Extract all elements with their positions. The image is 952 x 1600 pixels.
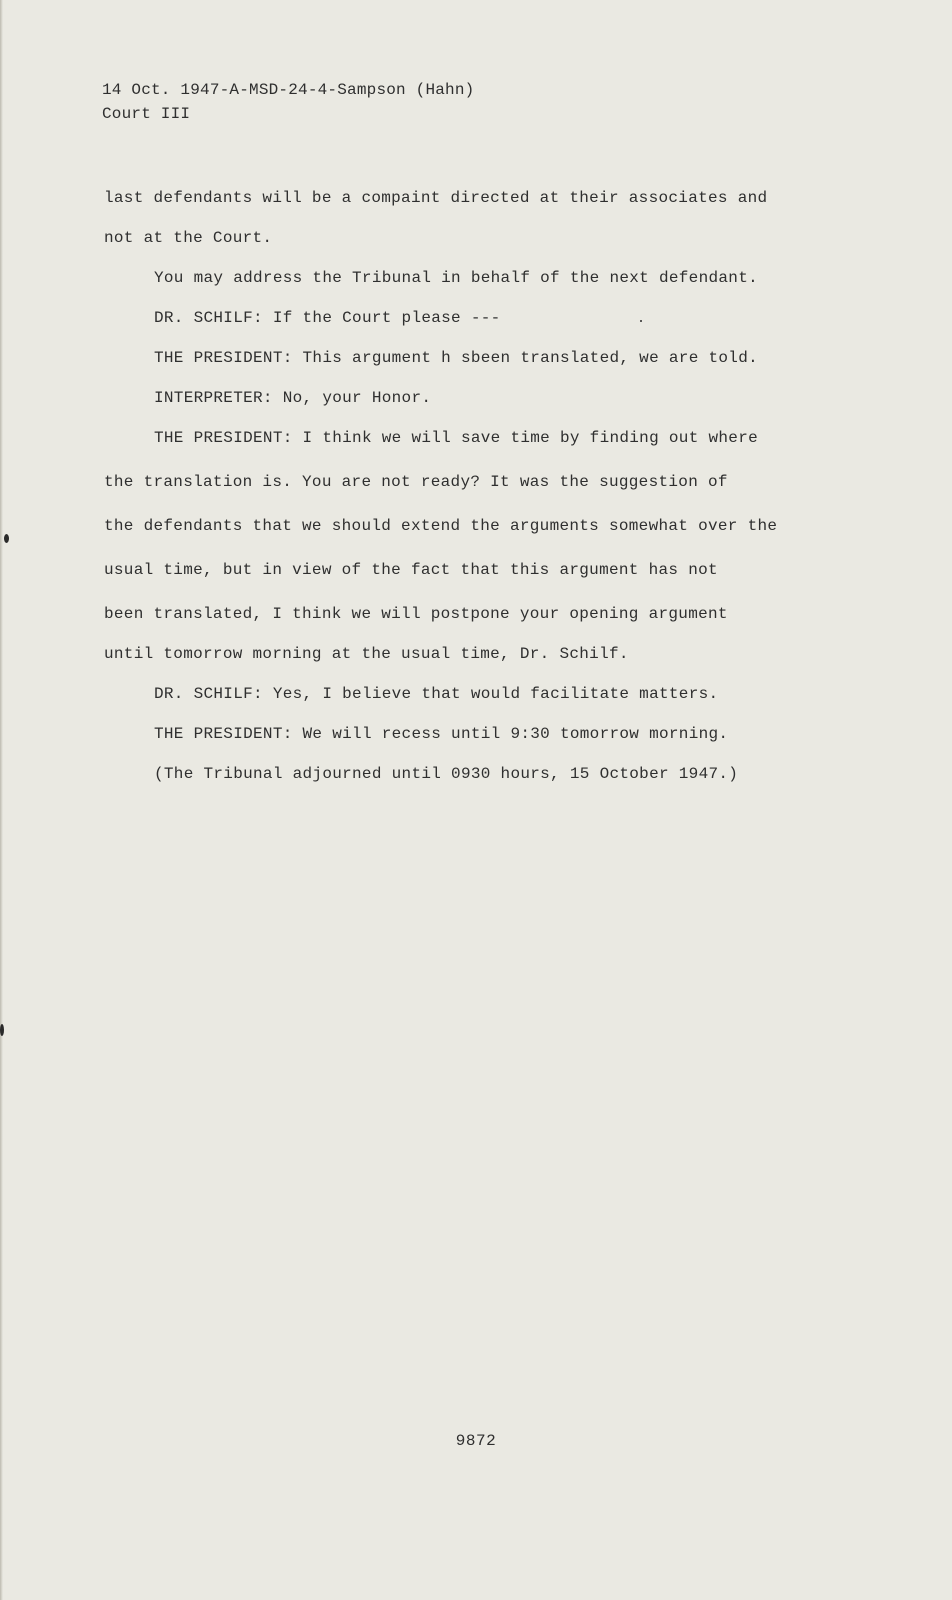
transcript-speech [104,416,804,460]
paper-speck [4,534,9,543]
speech-text: I think we will save time by finding out where [302,429,759,447]
speaker-label: INTERPRETER: [154,389,273,407]
header-reference-line: 14 Oct. 1947-A-MSD-24-4-Sampson (Hahn) [102,81,475,99]
speaker-label: THE PRESIDENT: [154,725,293,743]
adjournment-note: (The Tribunal adjourned until 0930 hours, 15 October 1947.) [154,765,739,783]
speech-text: This argument h sbeen translated, we are told. [302,349,759,367]
speech-text: Yes, I believe that would facilitate matters. [272,685,719,703]
transcript-line: not at the Court. [104,229,273,247]
speaker-label: DR. SCHILF: [154,309,263,327]
speaker-label: THE PRESIDENT: [154,349,293,367]
transcript-speech [104,336,804,380]
transcript-line: last defendants will be a compaint directed at their associates and [104,189,768,207]
speaker-label: THE PRESIDENT: [154,429,293,447]
speech-text: We will recess until 9:30 tomorrow morning. [302,725,729,743]
transcript-line: until tomorrow morning at the usual time, Dr. Schilf. [104,645,629,663]
header-court-line: Court III [102,105,191,123]
document-header [102,78,474,126]
transcript-body [104,176,804,796]
transcript-line: You may address the Tribunal in behalf of the next defendant. [154,269,758,287]
speech-text: No, your Honor. [282,389,432,407]
speaker-label: DR. SCHILF: [154,685,263,703]
transcript-speech [104,296,804,340]
page-number: 9872 [455,1432,497,1450]
page-edge-shadow [0,0,3,1600]
transcript-speech [104,376,804,420]
transcript-speech [104,712,804,756]
transcript-speech [104,672,804,716]
paper-speck [0,1024,4,1036]
transcript-line: the defendants that we should extend the arguments somewhat over the [104,517,778,535]
transcript-line: been translated, I think we will postpone your opening argument [104,605,728,623]
transcript-line: usual time, but in view of the fact that this argument has not [104,561,718,579]
transcript-line: the translation is. You are not ready? It was the suggestion of [104,473,728,491]
speech-text: If the Court please --- [272,309,501,327]
paper-speck [640,320,642,322]
